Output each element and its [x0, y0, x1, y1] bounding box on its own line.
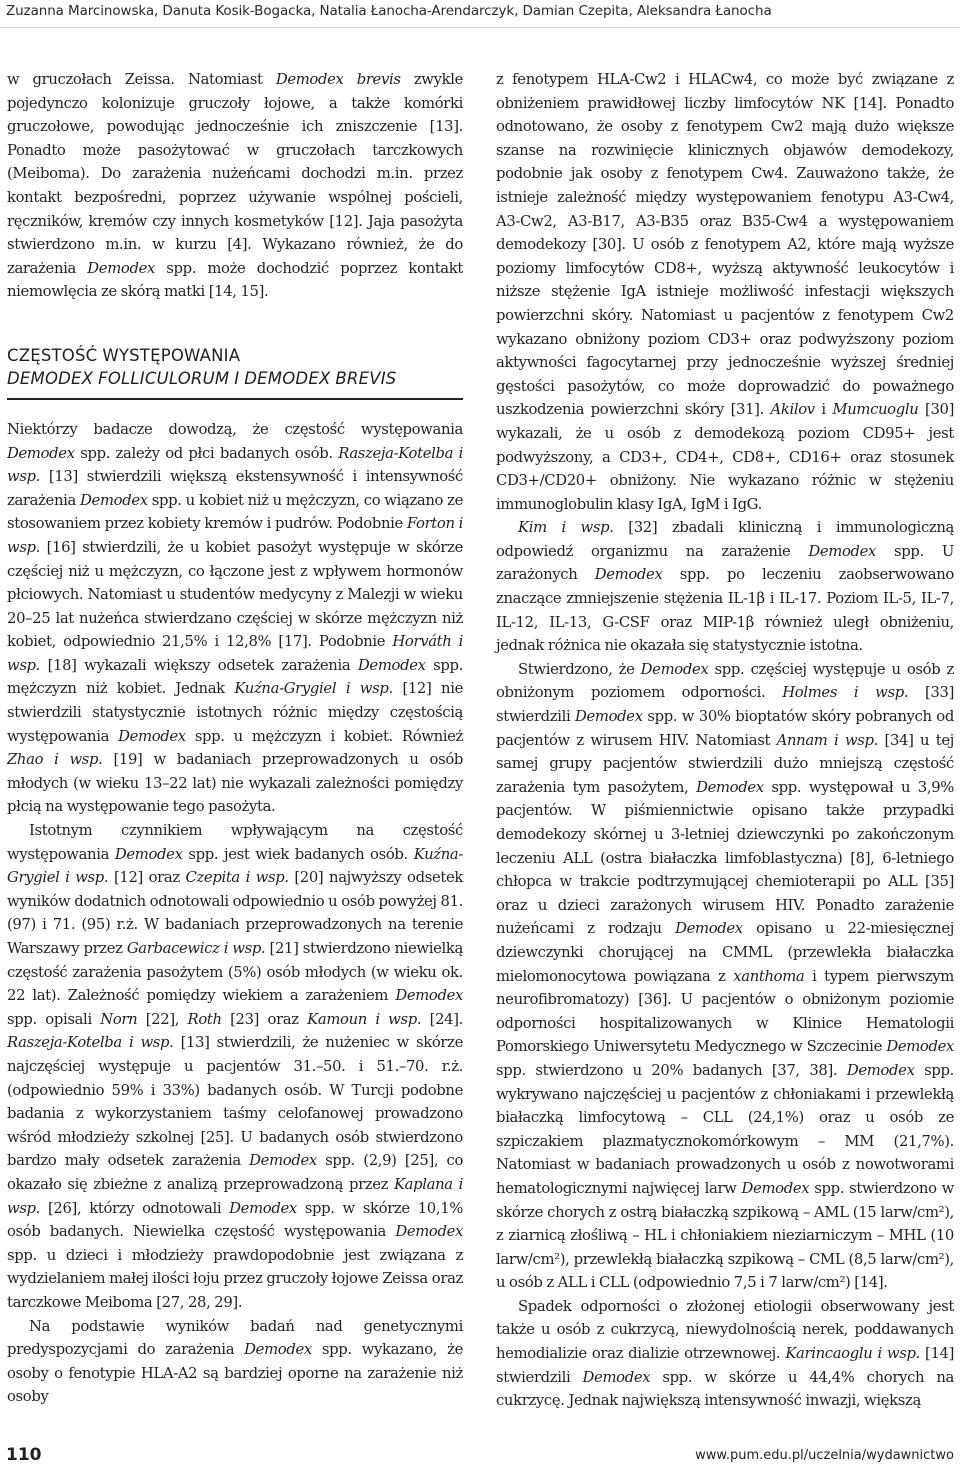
section-heading	[7, 344, 463, 400]
right-column	[496, 68, 954, 1413]
left-column	[7, 68, 463, 1409]
paragraph: Kim i wsp. [32] zbadali kliniczną i immunologiczną odpowiedź organizmu na zarażenie Demodex spp. U zarażonych Demodex spp. po leczeniu zaobserwowano znaczące zmniejszenie stężenia IL-1β i IL-17. Poziom IL-5, IL-7, IL-12, IL-13, G-CSF oraz MIP-1β również uległ obniżeniu, jednak różnica nie okazała się statystycznie istotna.	[496, 519, 955, 655]
running-header	[0, 0, 960, 28]
paragraph: Spadek odporności o złożonej etiologii obserwowany jest także u osób z cukrzycą, niewydolnością nerek, poddawanych hemodializie oraz dializie otrzewnowej. Karincaoglu i wsp. [14] stwierdzili Demodex spp. w skórze u 44,4% chorych na cukrzycę. Jednak największą intensywność inwazji, większą	[496, 1297, 954, 1410]
footer-url[interactable]: www.pum.edu.pl/uczelnia/wydawnictwo	[695, 1448, 954, 1463]
paragraph: w gruczołach Zeissa. Natomiast Demodex brevis zwykle pojedynczo kolonizuje gruczoły łojowe, a także komórki gruczołowe, powodując jednocześnie ich zniszczenie [13]. Ponadto może pasożytować w gruczołach tarczkowych (Meiboma). Do zarażenia nużeńcami dochodzi m.in. przez kontakt bezpośredni, poprzez używanie wspólnej pościeli, ręczników, kremów czy innych kosmetyków [12]. Jaja pasożyta stwierdzono m.in. w kurzu [4]. Wykazano również, że do zarażenia Demodex spp. może dochodzić poprzez kontakt niemowlęcia ze skórą matki [14, 15].	[7, 71, 463, 301]
paragraph: Niektórzy badacze dowodzą, że częstość występowania Demodex spp. zależy od płci badanych osób. Raszeja-Kotelba i wsp. [13] stwierdzili większą ekstensywność i intensywność zarażenia Demodex spp. u kobiet niż u mężczyzn, co wiązano ze stosowaniem przez kobiety kremów i pudrów. Podobnie Forton i wsp. [16] stwierdzili, że u kobiet pasożyt występuje w skórze częściej niż u mężczyzn, co łączone jest z wpływem hormonów płciowych. Natomiast u studentów medycyny z Malezji w wieku 20–25 lat nużeńca stwierdzano częściej w skórze mężczyzn niż kobiet, odpowiednio 21,5% i 12,8% [17]. Podobnie Horváth i wsp. [18] wykazali większy odsetek zarażenia Demodex spp. mężczyzn niż kobiet. Jednak Kuźna-Grygiel i wsp. [12] nie stwierdzili statystycznie istotnych różnic między częstością występowania Demodex spp. u mężczyzn i kobiet. Również Zhao i wsp. [19] w badaniach przeprowadzonych u osób młodych (w wieku 13–22 lat) nie wykazali zależności pomiędzy płcią na występowanie tego pasożyta.	[7, 420, 464, 816]
paragraph: Istotnym czynnikiem wpływającym na częstość występowania Demodex spp. jest wiek badanych osób. Kuźna-Grygiel i wsp. [12] oraz Czepita i wsp. [20] najwyższy odsetek wyników dodatnich odnotowali odpowiednio u osób powyżej 81. (97) i 71. (95) r.ż. W badaniach przeprowadzonych na terenie Warszawy przez Garbacewicz i wsp. [21] stwierdzono niewielką częstość zarażenia pasożytem (5%) osób młodych (w wieku ok. 22 lat). Zależność pomiędzy wiekiem a zarażeniem Demodex spp. opisali Norn [22], Roth [23] oraz Kamoun i wsp. [24]. Raszeja-Kotelba i wsp. [13] stwierdzili, że nużeniec w skórze najczęściej występuje u pacjentów 31.–50. i 51.–70. r.ż. (odpowiednio 59% i 33%) badanych osób. W Turcji podobne badania z wykorzystaniem taśmy celofanowej prowadzono wśród młodzieży szkolnej [25]. U badanych osób stwierdzono bardzo mały odsetek zarażenia Demodex spp. (2,9) [25], co okazało się zbieżne z analizą przeprowadzoną przez Kaplana i wsp. [26], którzy odnotowali Demodex spp. w skórze 10,1% osób badanych. Niewielka częstość występowania Demodex spp. u dzieci i młodzieży prawdopodobnie jest związana z wydzielaniem małej ilości łoju przez gruczoły łojowe Zeissa oraz tarczkowe Meiboma [27, 28, 29].	[7, 822, 464, 1311]
paragraph: z fenotypem HLA-Cw2 i HLACw4, co może być związane z obniżeniem prawidłowej liczby limfocytów NK [14]. Ponadto odnotowano, że osoby z fenotypem Cw2 mają dużo większe szanse na rozwinięcie klinicznych objawów demodekozy, podobnie jak osoby z fenotypem Cw4. Zauważono także, że istnieje zależność między występowaniem fenotypu A3-Cw4, A3-Cw2, A3-B17, A3-B35 oraz B35-Cw4 a występowaniem demodekozy [30]. U osób z fenotypem A2, które mają wyższe poziomy limfocytów CD8+, wyższą aktywność leukocytów i niższe stężenie IgA istnieje możliwość infestacji większych powierzchni skóry. Natomiast u pacjentów z fenotypem Cw2 wykazano obniżony poziom CD3+ oraz podwyższony poziom aktywności fagocytarnej przy jednocześnie wyższej średniej gęstości pasożytów, co może doprowadzić do poważnego uszkodzenia powierzchni skóry [31]. Akilov i Mumcuoglu [30] wykazali, że u osób z demodekozą poziom CD95+ jest podwyższony, a CD3+, CD4+, CD8+, CD16+ oraz stosunek CD3+/CD20+ obniżony. Nie wykazano różnic w stężeniu immunoglobulin klasy IgA, IgM i IgG.	[496, 71, 955, 513]
section-heading-line1: CZĘSTOŚĆ WYSTĘPOWANIA	[7, 345, 241, 365]
page-number: 110	[6, 1445, 42, 1465]
paragraph: Na podstawie wyników badań nad genetycznymi predyspozycjami do zarażenia Demodex spp. wykazano, że osoby o fenotypie HLA-A2 są bardziej oporne na zarażenie niż osoby	[7, 1317, 463, 1406]
paragraph: Stwierdzono, że Demodex spp. częściej występuje u osób z obniżonym poziomem odporności. Holmes i wsp. [33] stwierdzili Demodex spp. w 30% bioptatów skóry pobranych od pacjentów z wirusem HIV. Natomiast Annam i wsp. [34] u tej samej grupy pacjentów stwierdzili dużo mniejszą częstość zarażenia tym pasożytem, Demodex spp. występował u 3,9% pacjentów. W piśmiennictwie opisano także przypadki demodekozy skórnej u 3-letniej dziewczynki po zakończonym leczeniu ALL (ostra białaczka limfoblastyczna) [8], 6-letniego chłopca w trakcie podtrzymującej chemioterapii po ALL [35] oraz u dzieci zarażonych wirusem HIV. Ponadto zarażenie nużeńcami z rodzaju Demodex opisano u 22-miesięcznej dziewczynki chorującej na CMML (przewlekła białaczka mielomonocytowa powiązana z xanthoma i typem pierwszym neurofibromatozy) [36]. U pacjentów o obniżonym poziomie odporności hospitalizowanych w Klinice Hematologii Pomorskiego Uniwersytetu Medycznego w Szczecinie Demodex spp. stwierdzono u 20% badanych [37, 38]. Demodex spp. wykrywano najczęściej u pacjentów z chłoniakami i przewlekłą białaczką limfocytową – CLL (24,1%) oraz u osób ze szpiczakiem plazmatycznokomórkowym – MM (21,7%). Natomiast w badaniach prowadzonych u osób z nowotworami hematologicznymi najwięcej larw Demodex spp. stwierdzono w skórze chorych z ostrą białaczką szpikową – AML (15 larw/cm²), z ziarnicą złośliwą – HL i chłoniakiem nieziarniczym – MHL (10 larw/cm²), przewlekłą białaczką szpikową – CML (8,5 larw/cm²), u osób z ALL i CLL (odpowiednio 7,5 i 7 larw/cm²) [14].	[496, 660, 954, 1292]
header-authors: Zuzanna Marcinowska, Danuta Kosik-Bogacka, Natalia Łanocha-Arendarczyk, Damian Czepita, Aleksandra Łanocha	[6, 3, 772, 19]
section-heading-line2: DEMODEX FOLLICULORUM I DEMODEX BREVIS	[7, 368, 397, 388]
